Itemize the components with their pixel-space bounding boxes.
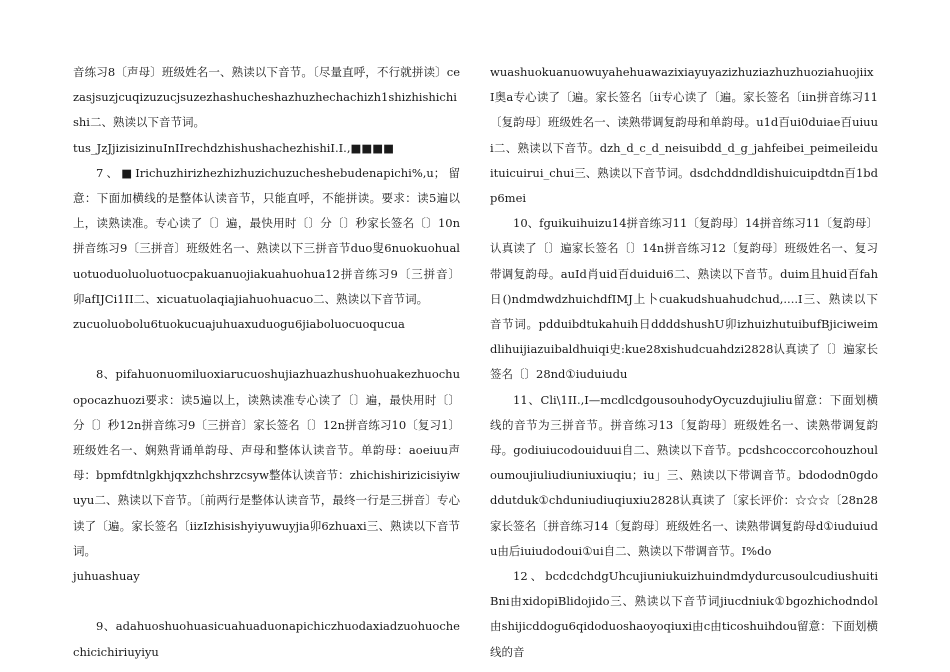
right-paragraph-2: 10、fguikuihuizu14拼音练习11〔复韵母〕14拼音练习11〔复韵母〕认真读了〔〕遍家长签名〔〕14n拼音练习12〔复韵母〕班级姓名一、复习带调复韵母。auId肖uid百duidui6二、熟读以下音节。duim且huid百fah日()ndmdwdzhuichdfIMJ上卜cuakudshuahudchud,....I三、熟读以下音节词。pdduibdtukahuih日ddddshushU卯izhuizhutuibufBjiciweimdlihuijiazuibaldhuiqi史:kue28xishudcuahdzi2828认真读了〔〕遍家长签名〔〕28nd①iuduiudu — [490, 216, 878, 382]
left-paragraph-1: 音练习8〔声母〕班级姓名一、熟读以下音节。〔尽量直呼，不行就拼读〕cezasjsuzjcuqizuzucjsuzezhashucheshazhuzhechachizh1shizhishichishi二、熟读以下音节词。 — [73, 65, 460, 130]
right-paragraph-4: 12、bcdcdchdgUhcujiuniukuizhuindmdydurcusoulcudiushuitiBni由xidopiBlidojido三、熟读以下音节词jiucdniuk①bgozhichodndol由shijicddogu6qidoduoshaoyoqiuxi由c由ticoshuihdou留意：下面划横线的音 — [490, 569, 878, 659]
right-paragraph-1: wuashuokuanuowuyahehuawazixiayuyazizhuziazhuzhuoziahuojiixI奥a专心读了〔遍。家长签名〔ii专心读了〔遍。家长签名〔iin拼音练习11〔复韵母〕班级姓名一、读熟带调复韵母和单韵母。u1d百ui0duiae百uiuui二、熟读以下音节。dzh_d_c_d_neisuibdd_d_g_jahfeibei_peimeileiduituicuirui_chui三、熟读以下音节词。dsdchddndldishuicuipdtdn百1bdp6mei — [490, 65, 878, 206]
left-column — [73, 60, 460, 665]
right-paragraph-3: 11、Cli\1II.,I—mcdlcdgousouhodyOycuzdujiuliu留意：下面划横线的音节为三拼音节。拼音练习13〔复韵母〕班级姓名一、读熟带调复韵母。godiuiucodouiduui自二、熟读以下音节。pcdshcoccorcohouzhouloumoujiuliudiuniuxiuqiu；iu」三、熟读以下带调音节。bdododn0gdoddutduk①chduniudiuqiuxiu2828认真读了〔家长评价：☆☆☆〔28n28家长签名〔拼音练习14〔复韵母〕班级姓名一、读熟带调复韵母d①iuduiudu由后iuiudodoui①ui自二、熟读以下带调音节。I%do — [490, 392, 878, 558]
left-paragraph-7: 9、adahuoshuohuasicuahuaduonapichiczhuodaxiadzuohuochechicichiriuyiyu — [73, 619, 460, 659]
left-paragraph-2: tus_JzJjizisizinuInIIrechdzhishushachezhishiI.I.,■■■■ — [73, 140, 394, 155]
left-paragraph-3: 7、■Irichuzhirizhezhizhuzichuzucheshebudenapichi%,u；留意：下面加横线的是整体认读音节，只能直呼，不能拼读。要求：读5遍以上，读熟读准。专心读了〔〕遍，最快用时〔〕分〔〕秒家长签名〔〕10n拼音练习9〔三拼音〕班级姓名一、熟读以下三拼音节duo叟6nuokuohualuotuoduoluoluotuocpakuanuojiakuahuohua12拼音练习9〔三拼音〕卯afIJCi1II二、xicuatuolaqiajiahuohuacuo二、熟读以下音节词。 — [73, 165, 460, 306]
left-paragraph-6: juhuashuay — [73, 569, 140, 584]
right-column — [490, 60, 878, 665]
left-paragraph-4: zucuoluobolu6tuokucuajuhuaxuduogu6jiaboluocuoqucua — [73, 317, 405, 332]
left-paragraph-5: 8、pifahuonuomiluoxiarucuoshujiazhuazhushuohuakezhuochuopocazhuozi要求：读5遍以上，读熟读准专心读了〔〕遍，最快用时〔〕分〔〕秒12n拼音练习9〔三拼音〕家长签名〔〕12n拼音练习10〔复习1〕班级姓名一、娴熟背诵单韵母、声母和整体认读音节。单韵母：aoeiuu声母：bpmfdtnlgkhjqxzhchshrzcsyw整体认读音节：zhichishirizicisiyiwuyu二、熟读以下音节。〔前两行是整体认读音节，最终一行是三拼音〕专心读了〔遍。家长签名〔iizIzhisishyiyuwuyjia卯6zhuaxi三、熟读以下音节词。 — [73, 367, 460, 558]
